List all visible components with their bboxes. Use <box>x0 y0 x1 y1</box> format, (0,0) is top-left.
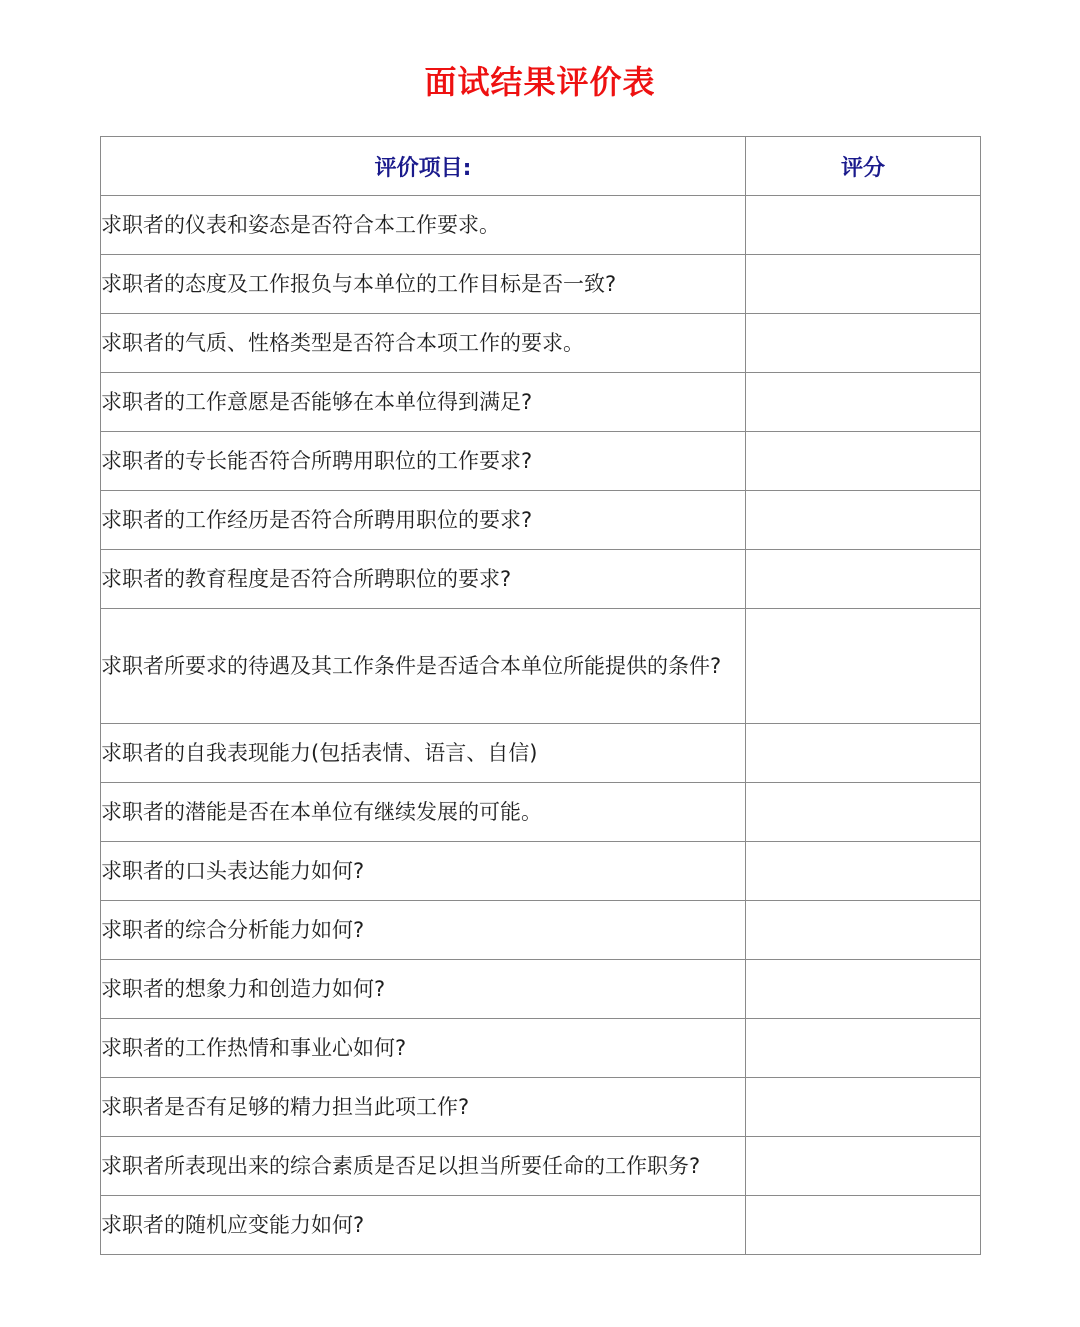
page-title: 面试结果评价表 <box>424 63 656 101</box>
table-row <box>101 960 981 1019</box>
table-row <box>101 724 981 783</box>
evaluation-table <box>100 136 981 1255</box>
score-cell[interactable] <box>746 842 981 901</box>
evaluation-item-text: 求职者所要求的待遇及其工作条件是否适合本单位所能提供的条件? <box>101 609 746 724</box>
score-cell[interactable] <box>746 724 981 783</box>
score-cell[interactable] <box>746 491 981 550</box>
evaluation-item-text: 求职者的教育程度是否符合所聘职位的要求? <box>101 550 746 609</box>
table-row <box>101 314 981 373</box>
evaluation-item-text: 求职者是否有足够的精力担当此项工作? <box>101 1078 746 1137</box>
table-row <box>101 1137 981 1196</box>
evaluation-item-text: 求职者所表现出来的综合素质是否足以担当所要任命的工作职务? <box>101 1137 746 1196</box>
evaluation-item-text: 求职者的工作经历是否符合所聘用职位的要求? <box>101 491 746 550</box>
header-evaluation-item: 评价项目: <box>101 137 746 196</box>
evaluation-item-text: 求职者的随机应变能力如何? <box>101 1196 746 1255</box>
score-cell[interactable] <box>746 901 981 960</box>
table-row <box>101 255 981 314</box>
score-cell[interactable] <box>746 1078 981 1137</box>
score-cell[interactable] <box>746 783 981 842</box>
evaluation-item-text: 求职者的气质、性格类型是否符合本项工作的要求。 <box>101 314 746 373</box>
score-cell[interactable] <box>746 432 981 491</box>
score-cell[interactable] <box>746 1137 981 1196</box>
evaluation-item-text: 求职者的专长能否符合所聘用职位的工作要求? <box>101 432 746 491</box>
table-row <box>101 1078 981 1137</box>
score-cell[interactable] <box>746 373 981 432</box>
score-cell[interactable] <box>746 550 981 609</box>
evaluation-item-text: 求职者的想象力和创造力如何? <box>101 960 746 1019</box>
table-row <box>101 609 981 724</box>
evaluation-item-text: 求职者的自我表现能力(包括表情、语言、自信) <box>101 724 746 783</box>
evaluation-item-text: 求职者的综合分析能力如何? <box>101 901 746 960</box>
evaluation-item-text: 求职者的工作意愿是否能够在本单位得到满足? <box>101 373 746 432</box>
table-row <box>101 1019 981 1078</box>
score-cell[interactable] <box>746 1019 981 1078</box>
table-row <box>101 783 981 842</box>
table-row <box>101 842 981 901</box>
score-cell[interactable] <box>746 960 981 1019</box>
score-cell[interactable] <box>746 255 981 314</box>
evaluation-item-text: 求职者的口头表达能力如何? <box>101 842 746 901</box>
table-row <box>101 1196 981 1255</box>
score-cell[interactable] <box>746 196 981 255</box>
table-row <box>101 432 981 491</box>
table-header-row <box>101 137 981 196</box>
table-row <box>101 373 981 432</box>
score-cell[interactable] <box>746 1196 981 1255</box>
evaluation-item-text: 求职者的仪表和姿态是否符合本工作要求。 <box>101 196 746 255</box>
evaluation-item-text: 求职者的工作热情和事业心如何? <box>101 1019 746 1078</box>
score-cell[interactable] <box>746 609 981 724</box>
score-cell[interactable] <box>746 314 981 373</box>
evaluation-item-text: 求职者的态度及工作报负与本单位的工作目标是否一致? <box>101 255 746 314</box>
evaluation-item-text: 求职者的潜能是否在本单位有继续发展的可能。 <box>101 783 746 842</box>
table-row <box>101 901 981 960</box>
table-row <box>101 196 981 255</box>
table-row <box>101 491 981 550</box>
header-score: 评分 <box>746 137 981 196</box>
table-row <box>101 550 981 609</box>
